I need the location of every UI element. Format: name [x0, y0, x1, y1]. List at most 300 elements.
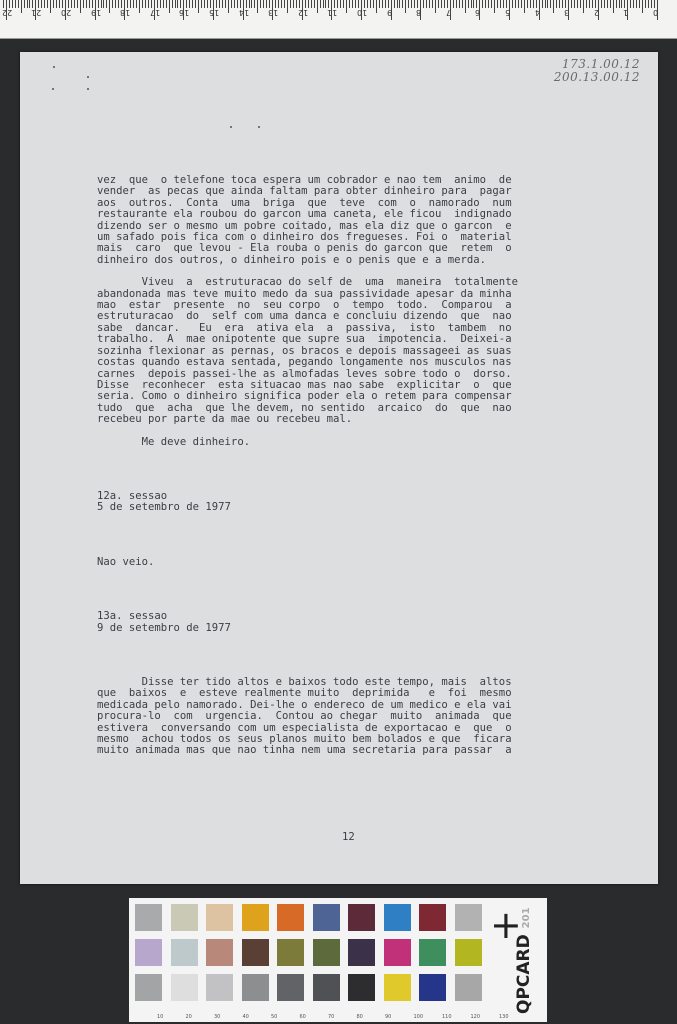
text-line: recebeu por parte da mae ou recebeu mal.: [97, 413, 353, 426]
text-line: Disse reconhecer esta situacao mas nao sabe explicitar o que: [97, 378, 512, 391]
color-swatch: [348, 904, 375, 931]
ruler-tick: [441, 0, 442, 8]
color-swatch: [135, 974, 162, 1001]
text-line: mesmo achou todos os seus planos muito bem bolados e que ficara: [97, 733, 512, 745]
ruler-tick: [148, 0, 149, 8]
ruler-tick: [379, 0, 380, 8]
color-swatch: [206, 974, 233, 1001]
text-line: costas quando estava sentada, pegando longamente nos musculos nas: [97, 356, 512, 369]
ruler-tick: [382, 0, 383, 8]
ruler-tick: [506, 0, 507, 8]
scale-label: 90: [385, 1014, 392, 1020]
ruler-tick: [592, 0, 593, 8]
ruler-tick: [633, 0, 634, 8]
ruler-tick: [41, 0, 42, 8]
ruler-tick: [254, 0, 255, 8]
ruler-tick: [15, 0, 16, 8]
ruler-tick: [337, 0, 338, 8]
ruler-tick: [151, 0, 152, 8]
ruler-tick: [497, 0, 498, 8]
ruler-tick: [533, 0, 534, 8]
ruler-tick: [293, 0, 294, 8]
ruler-tick: [27, 0, 28, 8]
ruler-tick: [115, 0, 116, 8]
color-swatch: [384, 904, 411, 931]
ruler-tick: [601, 0, 602, 8]
text-line: vez que o telefone toca espera um cobrador e nao tem animo de: [97, 174, 512, 186]
ruler-tick: [112, 0, 113, 8]
ruler-tick: [521, 0, 522, 8]
color-swatch: [277, 974, 304, 1001]
ruler-tick: [648, 0, 649, 8]
ruler-tick: [358, 0, 359, 8]
archive-code-2: 200.13.00.12: [553, 70, 640, 84]
ruler-label: 14: [238, 8, 249, 17]
text-line: muito animada mas que nao tinha nem uma secretaria para passar a: [97, 744, 512, 757]
ruler-tick: [553, 0, 554, 13]
ruler-tick: [604, 0, 605, 8]
text-line: dinheiro dos outros, o dinheiro pois e o penis que e a merda.: [97, 253, 487, 266]
ruler-tick: [394, 0, 395, 8]
ruler-tick: [550, 0, 551, 8]
ruler-tick: [619, 0, 620, 8]
scale-label: 110: [442, 1014, 452, 1020]
ruler-tick: [462, 0, 463, 8]
scale-label: 30: [214, 1014, 221, 1020]
ruler-tick: [133, 0, 134, 8]
ruler-label: 19: [90, 8, 101, 17]
ruler-tick: [426, 0, 427, 8]
paragraph-1: [97, 175, 587, 266]
ruler-label: 12: [297, 8, 308, 17]
ruler-tick: [109, 0, 110, 13]
ruler-tick: [435, 0, 436, 13]
paper-speck: [258, 126, 260, 128]
ruler-tick: [231, 0, 232, 8]
ruler-tick: [515, 0, 516, 8]
ruler-tick: [127, 0, 128, 8]
ruler-label: 11: [327, 8, 338, 17]
text-line: medicada pelo namorado. Dei-lhe o endereco de um medico e ela vai: [97, 698, 512, 711]
ruler-tick: [385, 0, 386, 8]
ruler-tick: [32, 0, 33, 8]
scale-label: 40: [242, 1014, 249, 1020]
ruler-tick: [260, 0, 261, 8]
color-swatch: [348, 974, 375, 1001]
ruler-tick: [476, 0, 477, 8]
document-page: [20, 52, 658, 884]
ruler-tick: [195, 0, 196, 8]
ruler-tick: [438, 0, 439, 8]
session-13-title: 13a. sessao: [97, 610, 168, 623]
ruler-tick: [542, 0, 543, 8]
ruler-tick: [367, 0, 368, 8]
ruler-tick: [503, 0, 504, 8]
ruler-tick: [192, 0, 193, 8]
ruler-label: 3: [564, 8, 570, 17]
color-swatch: [313, 904, 340, 931]
ruler-tick: [278, 0, 279, 8]
ruler-tick: [53, 0, 54, 8]
ruler-tick: [447, 0, 448, 8]
ruler-label: 17: [149, 8, 160, 17]
ruler-tick: [139, 0, 140, 13]
ruler-tick: [216, 0, 217, 8]
text-line: seria. Como o dinheiro significa poder ela o retem para compensar: [97, 390, 512, 403]
ruler-tick: [468, 0, 469, 8]
ruler-tick: [210, 0, 211, 8]
ruler-tick: [323, 0, 324, 8]
ruler-tick: [269, 0, 270, 8]
text-line: vender as pecas que ainda faltam para obter dinheiro para pagar: [97, 185, 512, 198]
text-line: abandonada mas teve muito medo da sua passividade apesar da minha: [97, 287, 512, 300]
color-swatch: [135, 904, 162, 931]
ruler-tick: [456, 0, 457, 8]
color-swatch: [135, 939, 162, 966]
ruler-tick: [172, 0, 173, 8]
ruler-tick: [571, 0, 572, 8]
ruler-label: 4: [534, 8, 540, 17]
crosshair-icon: +: [490, 903, 522, 947]
ruler-tick: [621, 0, 622, 8]
text-line: tudo que acha que lhe devem, no sentido arcaico do que nao: [97, 401, 512, 414]
ruler-tick: [355, 0, 356, 8]
color-swatch: [171, 939, 198, 966]
ruler-tick: [86, 0, 87, 8]
ruler-tick: [530, 0, 531, 8]
ruler-tick: [18, 0, 19, 8]
color-swatch: [242, 939, 269, 966]
scale-label: 70: [328, 1014, 335, 1020]
session-13-date: 9 de setembro de 1977: [97, 621, 231, 634]
ruler-tick: [3, 0, 4, 8]
ruler-label: 10: [357, 8, 368, 17]
text-line: restaurante ela roubou do garcon uma caneta, ele ficou indignado: [97, 208, 512, 221]
ruler-tick: [246, 0, 247, 8]
ruler-tick: [589, 0, 590, 8]
ruler-tick: [299, 0, 300, 8]
text-line: sozinha flexionar as pernas, os bracos e depois massageei as suas: [97, 344, 512, 357]
card-brand: QPCARD 201: [514, 907, 534, 1014]
paper-speck: [53, 66, 55, 68]
text-line: mais caro que levou - Ela rouba o penis do garcon que retem o: [97, 242, 512, 255]
ruler-label: 21: [31, 8, 42, 17]
ruler-tick: [59, 0, 60, 8]
ruler-tick: [417, 0, 418, 8]
ruler-label: 6: [475, 8, 481, 17]
ruler-label: 2: [593, 8, 599, 17]
scale-label: 50: [271, 1014, 278, 1020]
ruler-tick: [56, 0, 57, 8]
color-swatch: [277, 939, 304, 966]
session-12-text: Nao veio.: [97, 555, 155, 568]
ruler-tick: [471, 0, 472, 8]
ruler-tick: [373, 0, 374, 8]
text-line: sabe dancar. Eu era ativa ela a passiva, isto tambem no: [97, 321, 512, 334]
text-line: carnes depois passei-lhe as almofadas leves sobre todo o dorso.: [97, 367, 512, 380]
ruler-tick: [311, 0, 312, 8]
color-swatch: [419, 904, 446, 931]
ruler-tick: [249, 0, 250, 8]
ruler-tick: [106, 0, 107, 8]
ruler-label: 22: [1, 8, 12, 17]
ruler-tick: [204, 0, 205, 8]
ruler-tick: [237, 0, 238, 8]
session-12-title: 12a. sessao: [97, 489, 168, 502]
ruler-tick: [29, 0, 30, 8]
ruler-tick: [485, 0, 486, 8]
color-swatch: [171, 974, 198, 1001]
ruler-tick: [586, 0, 587, 8]
ruler-tick: [71, 0, 72, 8]
color-swatch: [384, 939, 411, 966]
ruler-tick: [399, 0, 400, 8]
scale-label: 10: [157, 1014, 164, 1020]
ruler-label: 1: [623, 8, 629, 17]
ruler-tick: [166, 0, 167, 8]
ruler-tick: [296, 0, 297, 8]
ruler-tick: [9, 0, 10, 8]
ruler-tick: [145, 0, 146, 8]
ruler-tick: [583, 0, 584, 13]
ruler-tick: [518, 0, 519, 8]
text-line: aos outros. Conta uma briga que teve com o namorado num: [97, 196, 512, 209]
ruler-tick: [352, 0, 353, 8]
ruler-tick: [642, 0, 643, 13]
ruler-tick: [160, 0, 161, 8]
card-scale: [129, 1010, 509, 1022]
ruler-tick: [281, 0, 282, 8]
ruler-tick: [613, 0, 614, 13]
ruler-tick: [47, 0, 48, 8]
ruler-tick: [38, 0, 39, 8]
ruler-tick: [177, 0, 178, 8]
text-line: trabalho. A mae onipotente que supre sua impotencia. Deixei-a: [97, 333, 512, 346]
ruler-tick: [343, 0, 344, 8]
ruler-tick: [432, 0, 433, 8]
ruler-tick: [80, 0, 81, 13]
paragraph-2: [97, 277, 587, 425]
ruler-tick: [263, 0, 264, 8]
ruler-tick: [607, 0, 608, 8]
page-number: 12: [342, 831, 355, 843]
ruler-tick: [142, 0, 143, 8]
color-swatch: [419, 939, 446, 966]
ruler-tick: [121, 0, 122, 8]
ruler-tick: [547, 0, 548, 8]
ruler-tick: [314, 0, 315, 8]
ruler-tick: [290, 0, 291, 8]
ruler-tick: [616, 0, 617, 8]
ruler-label: 18: [120, 8, 131, 17]
ruler-tick: [405, 0, 406, 13]
scale-label: 20: [185, 1014, 192, 1020]
ruler-tick: [639, 0, 640, 8]
ruler-tick: [219, 0, 220, 8]
ruler-tick: [645, 0, 646, 8]
ruler-tick: [189, 0, 190, 8]
paper-speck: [52, 88, 54, 90]
ruler-tick: [130, 0, 131, 8]
ruler-tick: [234, 0, 235, 8]
ruler-tick: [411, 0, 412, 8]
color-swatch: [455, 939, 482, 966]
color-swatch: [206, 904, 233, 931]
ruler-tick: [24, 0, 25, 8]
ruler-tick: [491, 0, 492, 8]
scale-label: 100: [413, 1014, 424, 1020]
text-line: procura-lo com urgencia. Contou ao chegar muito animada que: [97, 710, 512, 723]
ruler-tick: [340, 0, 341, 8]
ruler-tick: [512, 0, 513, 8]
ruler-label: 15: [209, 8, 220, 17]
text-line: mao estar presente no seu corpo o tempo todo. Comparou a: [97, 299, 512, 312]
ruler-tick: [636, 0, 637, 8]
scale-label: 60: [299, 1014, 306, 1020]
ruler-tick: [453, 0, 454, 8]
ruler-tick: [334, 0, 335, 8]
ruler-tick: [388, 0, 389, 8]
color-swatch: [384, 974, 411, 1001]
ruler-tick: [118, 0, 119, 8]
color-swatch: [455, 904, 482, 931]
color-calibration-card: [129, 898, 547, 1022]
ruler-tick: [251, 0, 252, 8]
color-swatch: [206, 939, 233, 966]
ruler-tick: [610, 0, 611, 8]
ruler: [0, 0, 677, 39]
ruler-tick: [376, 0, 377, 13]
ruler-label: 9: [386, 8, 392, 17]
ruler-tick: [624, 0, 625, 8]
ruler-tick: [524, 0, 525, 13]
ruler-tick: [240, 0, 241, 8]
ruler-tick: [201, 0, 202, 8]
color-swatch: [242, 974, 269, 1001]
ruler-tick: [408, 0, 409, 8]
ruler-tick: [429, 0, 430, 8]
ruler-tick: [577, 0, 578, 8]
ruler-tick: [186, 0, 187, 8]
ruler-tick: [328, 0, 329, 8]
ruler-tick: [488, 0, 489, 8]
color-swatch: [348, 939, 375, 966]
ruler-tick: [402, 0, 403, 8]
ruler-tick: [364, 0, 365, 8]
ruler-tick: [287, 0, 288, 13]
ruler-tick: [198, 0, 199, 13]
ruler-tick: [349, 0, 350, 8]
scale-label: 130: [499, 1014, 509, 1020]
ruler-tick: [175, 0, 176, 8]
ruler-tick: [157, 0, 158, 8]
ruler-tick: [444, 0, 445, 8]
ruler-tick: [50, 0, 51, 13]
ruler-tick: [482, 0, 483, 8]
ruler-tick: [89, 0, 90, 8]
ruler-label: 5: [505, 8, 511, 17]
ruler-tick: [556, 0, 557, 8]
text-line: que baixos e esteve realmente muito deprimida e foi mesmo: [97, 687, 512, 700]
ruler-tick: [92, 0, 93, 8]
ruler-tick: [44, 0, 45, 8]
ruler-tick: [574, 0, 575, 8]
ruler-tick: [654, 0, 655, 8]
color-swatch: [242, 904, 269, 931]
ruler-tick: [77, 0, 78, 8]
ruler-tick: [228, 0, 229, 13]
ruler-label: 20: [61, 8, 72, 17]
ruler-tick: [101, 0, 102, 8]
ruler-tick: [12, 0, 13, 8]
color-swatch: [171, 904, 198, 931]
scale-label: 120: [470, 1014, 481, 1020]
ruler-tick: [545, 0, 546, 8]
ruler-tick: [397, 0, 398, 8]
ruler-tick: [98, 0, 99, 8]
paragraph-4: [97, 677, 587, 757]
paragraph-3: Me deve dinheiro.: [97, 435, 251, 448]
ruler-tick: [225, 0, 226, 8]
ruler-tick: [136, 0, 137, 8]
ruler-tick: [103, 0, 104, 8]
paper-speck: [230, 126, 232, 128]
ruler-tick: [565, 0, 566, 8]
color-swatch: [313, 939, 340, 966]
paper-speck: [87, 88, 89, 90]
ruler-tick: [222, 0, 223, 8]
ruler-tick: [423, 0, 424, 8]
archive-stamp: [554, 58, 640, 84]
text-line: um safado pois fica com o dinheiro dos fregueses. Foi o material: [97, 231, 512, 244]
ruler-tick: [559, 0, 560, 8]
ruler-tick: [562, 0, 563, 8]
color-swatch: [277, 904, 304, 931]
text-line: Disse ter tido altos e baixos todo este tempo, mais altos: [97, 675, 512, 688]
ruler-label: 0: [653, 8, 659, 17]
ruler-tick: [651, 0, 652, 8]
ruler-label: 7: [445, 8, 451, 17]
ruler-tick: [536, 0, 537, 8]
ruler-tick: [305, 0, 306, 8]
ruler-tick: [317, 0, 318, 13]
color-swatch: [313, 974, 340, 1001]
ruler-tick: [169, 0, 170, 13]
ruler-label: 13: [268, 8, 279, 17]
ruler-label: 8: [416, 8, 422, 17]
text-line: Viveu a estruturacao do self de uma maneira totalmente: [97, 276, 518, 289]
text-line: estruturacao do self com uma danca e concluiu dizendo que nao: [97, 310, 512, 323]
ruler-tick: [500, 0, 501, 8]
typed-text: [97, 175, 587, 757]
ruler-tick: [580, 0, 581, 8]
ruler-tick: [266, 0, 267, 8]
ruler-tick: [257, 0, 258, 13]
text-line: dizendo ser o mesmo um pobre coitado, mas ela diz que o garcon e: [97, 219, 512, 232]
ruler-tick: [595, 0, 596, 8]
text-line: estivera conversando com um especialista de exportacao e que o: [97, 721, 512, 734]
scale-label: 80: [356, 1014, 363, 1020]
ruler-tick: [284, 0, 285, 8]
ruler-tick: [62, 0, 63, 8]
ruler-tick: [459, 0, 460, 8]
ruler-tick: [370, 0, 371, 8]
ruler-tick: [180, 0, 181, 8]
ruler-tick: [414, 0, 415, 8]
ruler-tick: [74, 0, 75, 8]
ruler-tick: [630, 0, 631, 8]
ruler-tick: [68, 0, 69, 8]
